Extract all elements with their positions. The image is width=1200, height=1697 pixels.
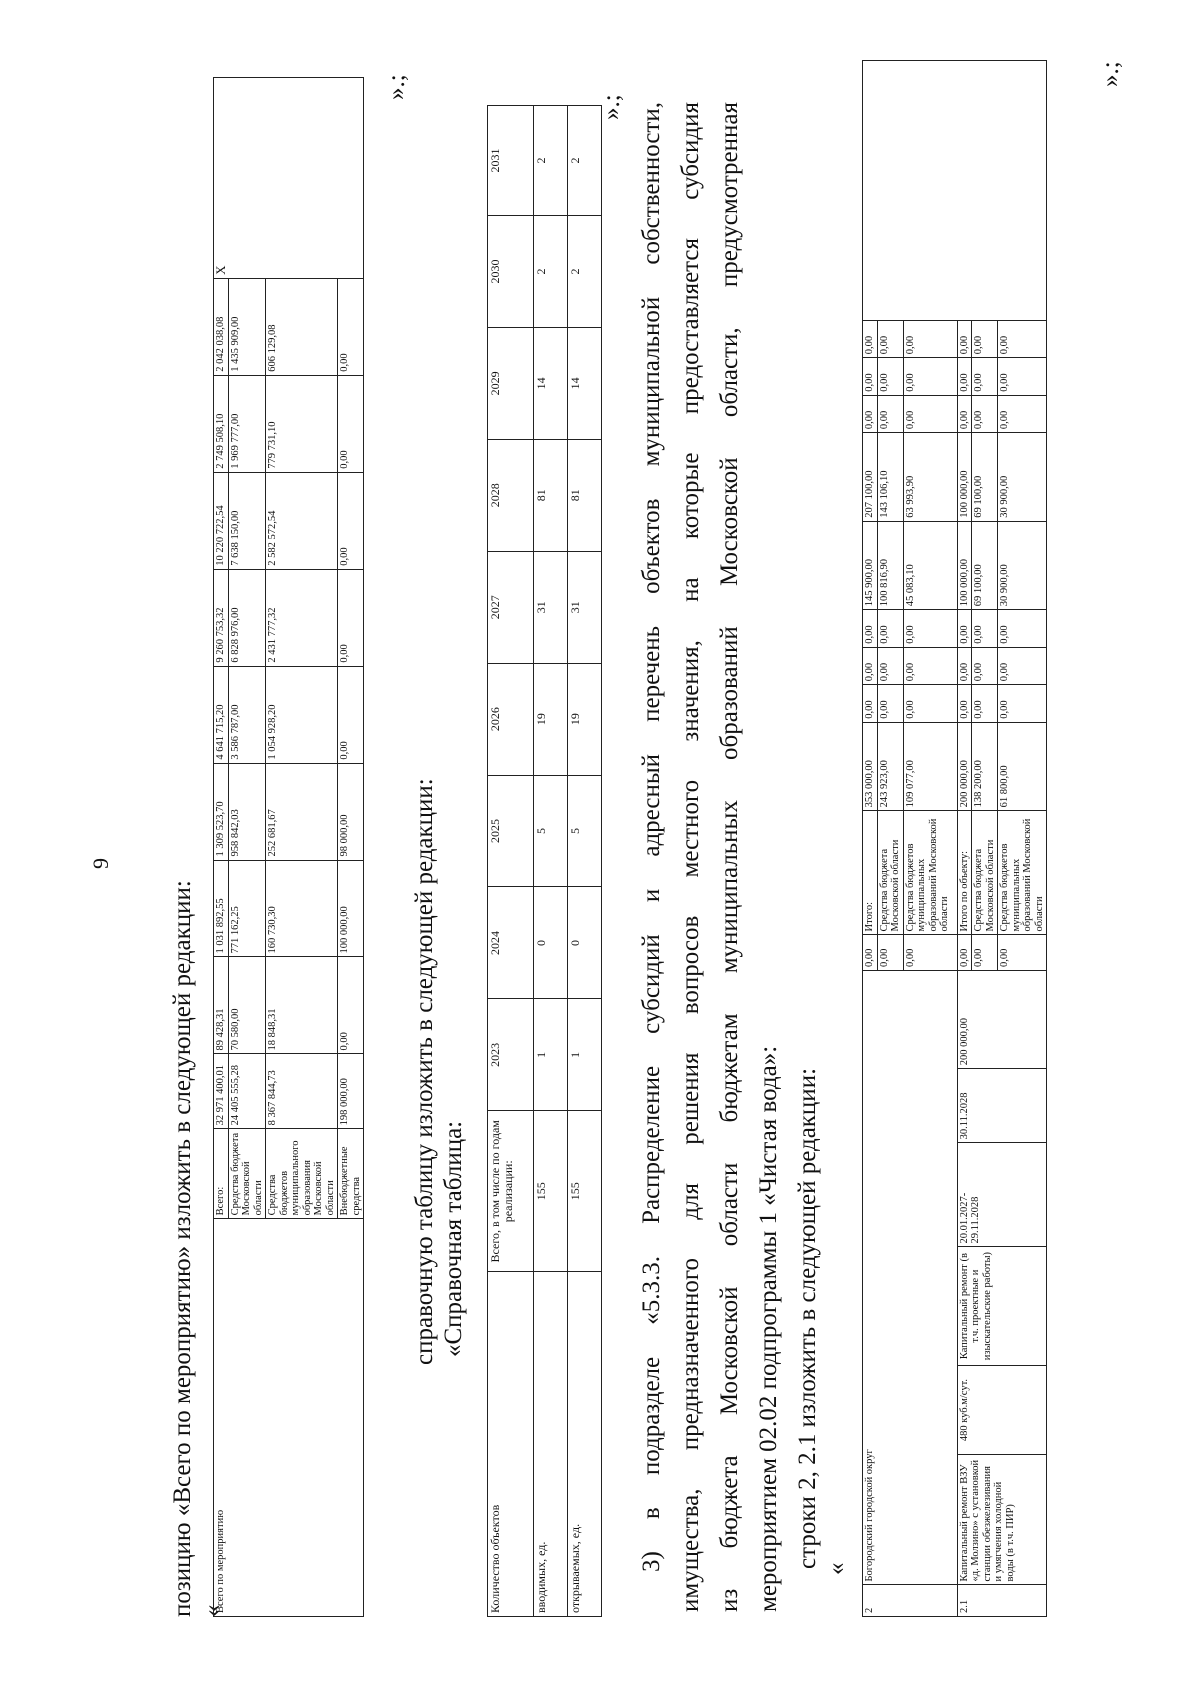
zero-cell: 0,00 bbox=[903, 935, 957, 971]
value-cell: 2 749 508,10 bbox=[214, 375, 229, 472]
value-cell: 1 031 892,55 bbox=[214, 860, 229, 957]
event-total-table bbox=[213, 77, 364, 1617]
value-cell: 0,00 bbox=[877, 320, 903, 357]
object-capacity: 480 куб.м/сут. bbox=[957, 1365, 1047, 1455]
value-cell: 0,00 bbox=[972, 610, 998, 647]
object-name: Капитальный ремонт ВЗУ «д. Молзино» с установкой станции обезжелезивания и умягчения холодной воды (в т.ч. ПИР) bbox=[957, 1455, 1047, 1585]
value-cell: 0,00 bbox=[972, 320, 998, 357]
value-cell: 100 000,00 bbox=[957, 521, 972, 610]
source-cell: Средства бюджета Московской области bbox=[877, 811, 903, 935]
value-cell: 252 681,67 bbox=[266, 763, 338, 860]
value-cell: 7 638 150,00 bbox=[228, 472, 266, 569]
open-quote-1: « bbox=[199, 1604, 226, 1617]
value-cell: 9 260 753,32 bbox=[214, 569, 229, 666]
ref-value-cell: 31 bbox=[534, 551, 568, 663]
ref-value-cell: 2 bbox=[534, 106, 568, 216]
ref-value-cell: 0 bbox=[534, 887, 568, 999]
value-cell: 779 731,10 bbox=[266, 375, 338, 472]
municipality-name: Богородский городской округ bbox=[863, 971, 958, 1585]
value-cell: 2 431 777,32 bbox=[266, 569, 338, 666]
paragraph-line: мероприятием 02.02 подпрограммы 1 «Чистая вода»: bbox=[755, 1045, 782, 1612]
value-cell: 143 106,10 bbox=[877, 433, 903, 522]
value-cell: 207 100,00 bbox=[863, 433, 878, 522]
value-cell: 1 309 523,70 bbox=[214, 763, 229, 860]
value-cell: 30 900,00 bbox=[998, 521, 1047, 610]
value-cell: 145 900,00 bbox=[863, 521, 878, 610]
value-cell: 0,00 bbox=[877, 610, 903, 647]
value-cell: 24 405 555,28 bbox=[228, 1054, 266, 1129]
value-cell: 0,00 bbox=[338, 278, 364, 375]
value-cell: 0,00 bbox=[957, 685, 972, 722]
ref-header-cell: 2028 bbox=[488, 439, 534, 551]
value-cell: 2 582 572,54 bbox=[266, 472, 338, 569]
value-cell: 0,00 bbox=[998, 320, 1047, 357]
work-dates: 20.01.2027-29.11.2028 bbox=[957, 1143, 1047, 1247]
ref-header-cell: 2026 bbox=[488, 663, 534, 775]
source-cell: Итого по объекту: bbox=[957, 811, 972, 935]
source-cell: Средства бюджетов муниципального образования Московской области bbox=[266, 1129, 338, 1219]
value-cell: 0,00 bbox=[863, 647, 878, 684]
value-cell: 10 220 722,54 bbox=[214, 472, 229, 569]
intro-text-2: справочную таблицу изложить в следующей редакции: bbox=[411, 778, 438, 1365]
value-cell: 8 367 844,73 bbox=[266, 1054, 338, 1129]
value-cell: 0,00 bbox=[903, 395, 957, 432]
value-cell: 0,00 bbox=[338, 472, 364, 569]
ref-header-cell: 2023 bbox=[488, 999, 534, 1111]
ref-header-cell: Количество объектов bbox=[488, 1272, 534, 1617]
close-quote-2: ».; bbox=[598, 94, 625, 120]
value-cell: 0,00 bbox=[877, 685, 903, 722]
value-cell: 100 000,00 bbox=[957, 433, 972, 522]
row-number: 2 bbox=[863, 1585, 958, 1617]
value-cell: 200 000,00 bbox=[957, 722, 972, 811]
value-cell: 100 816,90 bbox=[877, 521, 903, 610]
source-cell: Средства бюджета Московской области bbox=[228, 1129, 266, 1219]
value-cell: 89 428,31 bbox=[214, 957, 229, 1054]
value-cell: 1 054 928,20 bbox=[266, 666, 338, 763]
ref-value-cell: 81 bbox=[534, 439, 568, 551]
value-cell: 0,00 bbox=[957, 320, 972, 357]
zero-cell: 0,00 bbox=[877, 935, 903, 971]
value-cell: 0,00 bbox=[957, 610, 972, 647]
value-cell: 0,00 bbox=[863, 610, 878, 647]
value-cell: 63 993,90 bbox=[903, 433, 957, 522]
close-quote-1: ».; bbox=[383, 74, 410, 100]
ref-header-cell: 2031 bbox=[488, 106, 534, 216]
value-cell: 0,00 bbox=[338, 375, 364, 472]
ref-header-cell: 2025 bbox=[488, 775, 534, 887]
value-cell: 771 162,25 bbox=[228, 860, 266, 957]
ref-value-cell: 19 bbox=[568, 663, 602, 775]
value-cell: 45 083,10 bbox=[903, 521, 957, 610]
source-cell: Средства бюджета Московской области bbox=[972, 811, 998, 935]
value-cell: 0,00 bbox=[972, 395, 998, 432]
ref-value-cell: 81 bbox=[568, 439, 602, 551]
source-cell: Средства бюджетов муниципальных образований Московской области bbox=[998, 811, 1047, 935]
reference-table bbox=[487, 105, 602, 1617]
value-cell: 0,00 bbox=[903, 320, 957, 357]
value-cell: 198 000,00 bbox=[338, 1054, 364, 1129]
value-cell: 0,00 bbox=[957, 358, 972, 395]
value-cell: 0,00 bbox=[877, 395, 903, 432]
reference-table-title: «Справочная таблица: bbox=[440, 1120, 467, 1357]
value-cell: 6 828 976,00 bbox=[228, 569, 266, 666]
open-quote-3: « bbox=[823, 1562, 850, 1575]
ref-value-cell: 0 bbox=[568, 887, 602, 999]
work-type: Капитальный ремонт (в т.ч. проектные и изыскательские работы) bbox=[957, 1247, 1047, 1365]
ref-value-cell: 1 bbox=[568, 999, 602, 1111]
value-cell: 3 586 787,00 bbox=[228, 666, 266, 763]
value-cell: 0,00 bbox=[903, 610, 957, 647]
ref-value-cell: 5 bbox=[568, 775, 602, 887]
value-cell: 0,00 bbox=[903, 647, 957, 684]
value-cell: 0,00 bbox=[877, 358, 903, 395]
value-cell: 0,00 bbox=[338, 957, 364, 1054]
ref-header-cell: 2024 bbox=[488, 887, 534, 999]
value-cell: 0,00 bbox=[877, 647, 903, 684]
paragraph-line: из бюджета Московской области бюджетам муниципальных образований Московской области, предусмотренная bbox=[716, 102, 743, 1612]
value-cell: 100 000,00 bbox=[338, 860, 364, 957]
value-cell: 0,00 bbox=[972, 685, 998, 722]
value-cell: 0,00 bbox=[998, 685, 1047, 722]
intro-text-1: позицию «Всего по мероприятию» изложить в следующей редакции: bbox=[169, 880, 196, 1617]
value-cell: 0,00 bbox=[957, 647, 972, 684]
value-cell: 0,00 bbox=[863, 395, 878, 432]
ref-header-cell: Всего, в том числе по годам реализации: bbox=[488, 1111, 534, 1272]
ref-header-cell: 2030 bbox=[488, 215, 534, 327]
value-cell: 30 900,00 bbox=[998, 433, 1047, 522]
rows-instruction: строки 2, 2.1 изложить в следующей редакции: bbox=[794, 1067, 821, 1569]
value-cell: 2 042 038,08 bbox=[214, 278, 229, 375]
value-cell: 958 842,03 bbox=[228, 763, 266, 860]
ref-value-cell: 14 bbox=[534, 327, 568, 439]
ref-row-label: вводимых, ед. bbox=[534, 1272, 568, 1617]
value-cell: 4 641 715,20 bbox=[214, 666, 229, 763]
value-cell: 353 000,00 bbox=[863, 722, 878, 811]
value-cell: 243 923,00 bbox=[877, 722, 903, 811]
page-number: 9 bbox=[88, 858, 113, 869]
value-cell: 61 800,00 bbox=[998, 722, 1047, 811]
value-cell: 0,00 bbox=[972, 647, 998, 684]
value-cell: 1 969 777,00 bbox=[228, 375, 266, 472]
value-cell: 18 848,31 bbox=[266, 957, 338, 1054]
section-paragraph bbox=[632, 102, 788, 1612]
value-cell: 0,00 bbox=[338, 569, 364, 666]
value-cell: 0,00 bbox=[903, 358, 957, 395]
ref-value-cell: 1 bbox=[534, 999, 568, 1111]
row-number: 2.1 bbox=[957, 1585, 1047, 1617]
value-cell: 0,00 bbox=[863, 358, 878, 395]
zero-cell: 0,00 bbox=[998, 935, 1047, 971]
empty-cell bbox=[863, 61, 1047, 321]
value-cell: 109 077,00 bbox=[903, 722, 957, 811]
value-cell: 0,00 bbox=[998, 395, 1047, 432]
source-cell: Внебюджетные средства bbox=[338, 1129, 364, 1219]
ref-value-cell: 31 bbox=[568, 551, 602, 663]
value-cell: 69 100,00 bbox=[972, 521, 998, 610]
zero-cell: 0,00 bbox=[863, 935, 878, 971]
ref-value-cell: 2 bbox=[534, 215, 568, 327]
ref-value-cell: 14 bbox=[568, 327, 602, 439]
value-cell: 32 971 400,01 bbox=[214, 1054, 229, 1129]
ref-header-cell: 2029 bbox=[488, 327, 534, 439]
zero-cell: 0,00 bbox=[957, 935, 972, 971]
event-total-label: Всего по мероприятию bbox=[214, 1219, 364, 1617]
source-cell: Средства бюджетов муниципальных образований Московской области bbox=[903, 811, 957, 935]
value-cell: 138 200,00 bbox=[972, 722, 998, 811]
value-cell: 0,00 bbox=[863, 685, 878, 722]
value-cell: 0,00 bbox=[863, 320, 878, 357]
subsidy-table bbox=[862, 60, 1047, 1617]
source-cell: Итого: bbox=[863, 811, 878, 935]
value-cell: 0,00 bbox=[338, 666, 364, 763]
ref-header-cell: 2027 bbox=[488, 551, 534, 663]
value-cell: 0,00 bbox=[957, 395, 972, 432]
value-cell: 98 000,00 bbox=[338, 763, 364, 860]
close-quote-3: ».; bbox=[1097, 61, 1124, 87]
ref-value-cell: 2 bbox=[568, 106, 602, 216]
ref-value-cell: 155 bbox=[534, 1111, 568, 1272]
value-cell: 69 100,00 bbox=[972, 433, 998, 522]
object-cost: 200 000,00 bbox=[957, 971, 1047, 1069]
value-cell: 0,00 bbox=[998, 610, 1047, 647]
paragraph-line: 3) в подразделе «5.3.3. Распределение субсидий и адресный перечень объектов муниципальной собственности, bbox=[638, 102, 665, 1572]
value-cell: 0,00 bbox=[998, 647, 1047, 684]
value-cell: 1 435 909,00 bbox=[228, 278, 266, 375]
end-date: 30.11.2028 bbox=[957, 1069, 1047, 1143]
value-cell: 160 730,30 bbox=[266, 860, 338, 957]
value-cell: 70 580,00 bbox=[228, 957, 266, 1054]
ref-row-label: открываемых, ед. bbox=[568, 1272, 602, 1617]
source-cell: Всего: bbox=[214, 1129, 229, 1219]
ref-value-cell: 155 bbox=[568, 1111, 602, 1272]
value-cell: 0,00 bbox=[998, 358, 1047, 395]
value-cell: 0,00 bbox=[972, 358, 998, 395]
value-cell: 606 129,08 bbox=[266, 278, 338, 375]
paragraph-line: имущества, предназначенного для решения вопросов местного значения, на которые предоставляется субсидия bbox=[677, 102, 704, 1612]
ref-value-cell: 5 bbox=[534, 775, 568, 887]
value-cell: 0,00 bbox=[903, 685, 957, 722]
zero-cell: 0,00 bbox=[972, 935, 998, 971]
ref-value-cell: 2 bbox=[568, 215, 602, 327]
ref-value-cell: 19 bbox=[534, 663, 568, 775]
x-cell: X bbox=[214, 78, 364, 279]
